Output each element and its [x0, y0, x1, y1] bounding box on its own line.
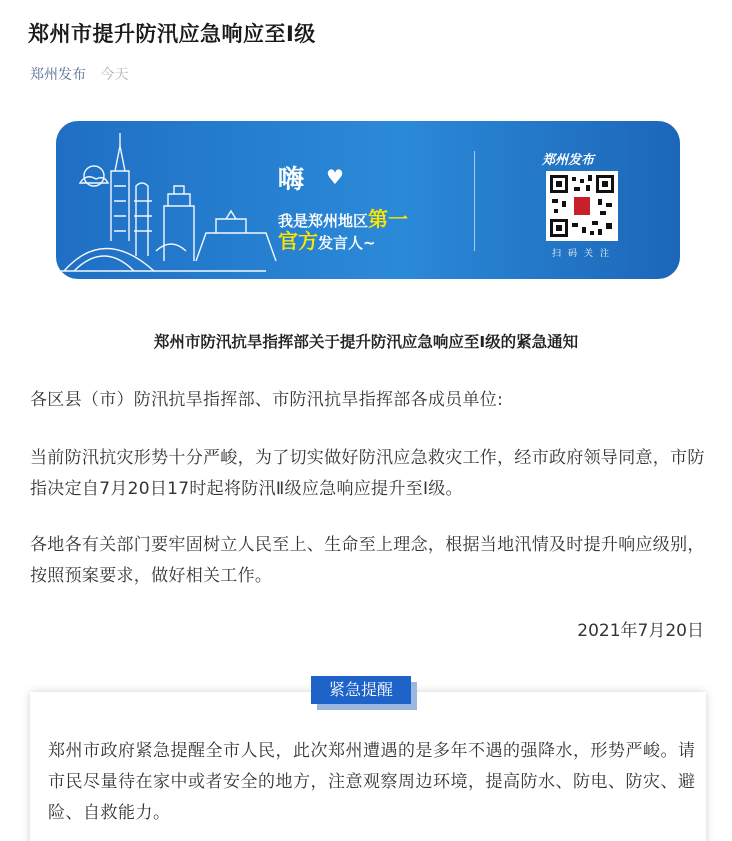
article-meta: [30, 64, 128, 84]
salutation: 各区县（市）防汛抗旱指挥部、市防汛抗旱指挥部各成员单位:: [30, 390, 504, 410]
banner-divider: [474, 151, 475, 251]
heart-icon: ♥: [326, 165, 344, 189]
paragraph-2: 各地各有关部门要牢固树立人民至上、生命至上理念，根据当地汛情及时提升响应级别，按照预案要求，做好相关工作。: [30, 535, 705, 586]
banner-greeting: 嗨: [278, 165, 307, 195]
follow-banner: [56, 121, 680, 279]
notice-heading: 郑州市防汛抗旱指挥部关于提升防汛应急响应至Ⅰ级的紧急通知: [153, 333, 579, 351]
emergency-tag: [311, 676, 417, 706]
banner-line-1: 我是郑州地区第一: [278, 207, 409, 231]
author-link[interactable]: 郑州发布: [30, 67, 86, 83]
publish-date: 今天: [100, 67, 129, 83]
scan-hint: 扫码关注: [552, 249, 617, 259]
paragraph-1: 当前防汛抗灾形势十分严峻，为了切实做好防汛应急救灾工作，经市政府领导同意，市防指决定自7月20日17时起将防汛Ⅱ级应急响应提升至Ⅰ级。: [30, 448, 705, 499]
qr-code[interactable]: [546, 171, 618, 241]
emergency-notice-text: 郑州市政府紧急提醒全市人民，此次郑州遭遇的是多年不遇的强降水，形势严峻。请市民尽量待在家中或者安全的地方，注意观察周边环境，提高防水、防电、防灾、避险、自救能力。: [48, 741, 696, 823]
sign-date: 2021年7月20日: [577, 621, 704, 641]
article-title: 郑州市提升防汛应急响应至Ⅰ级: [28, 22, 316, 46]
tag-label: 紧急提醒: [311, 676, 411, 704]
banner-line-2: 官方发言人~: [278, 229, 376, 253]
brand-logo: 郑州发布: [542, 153, 595, 168]
